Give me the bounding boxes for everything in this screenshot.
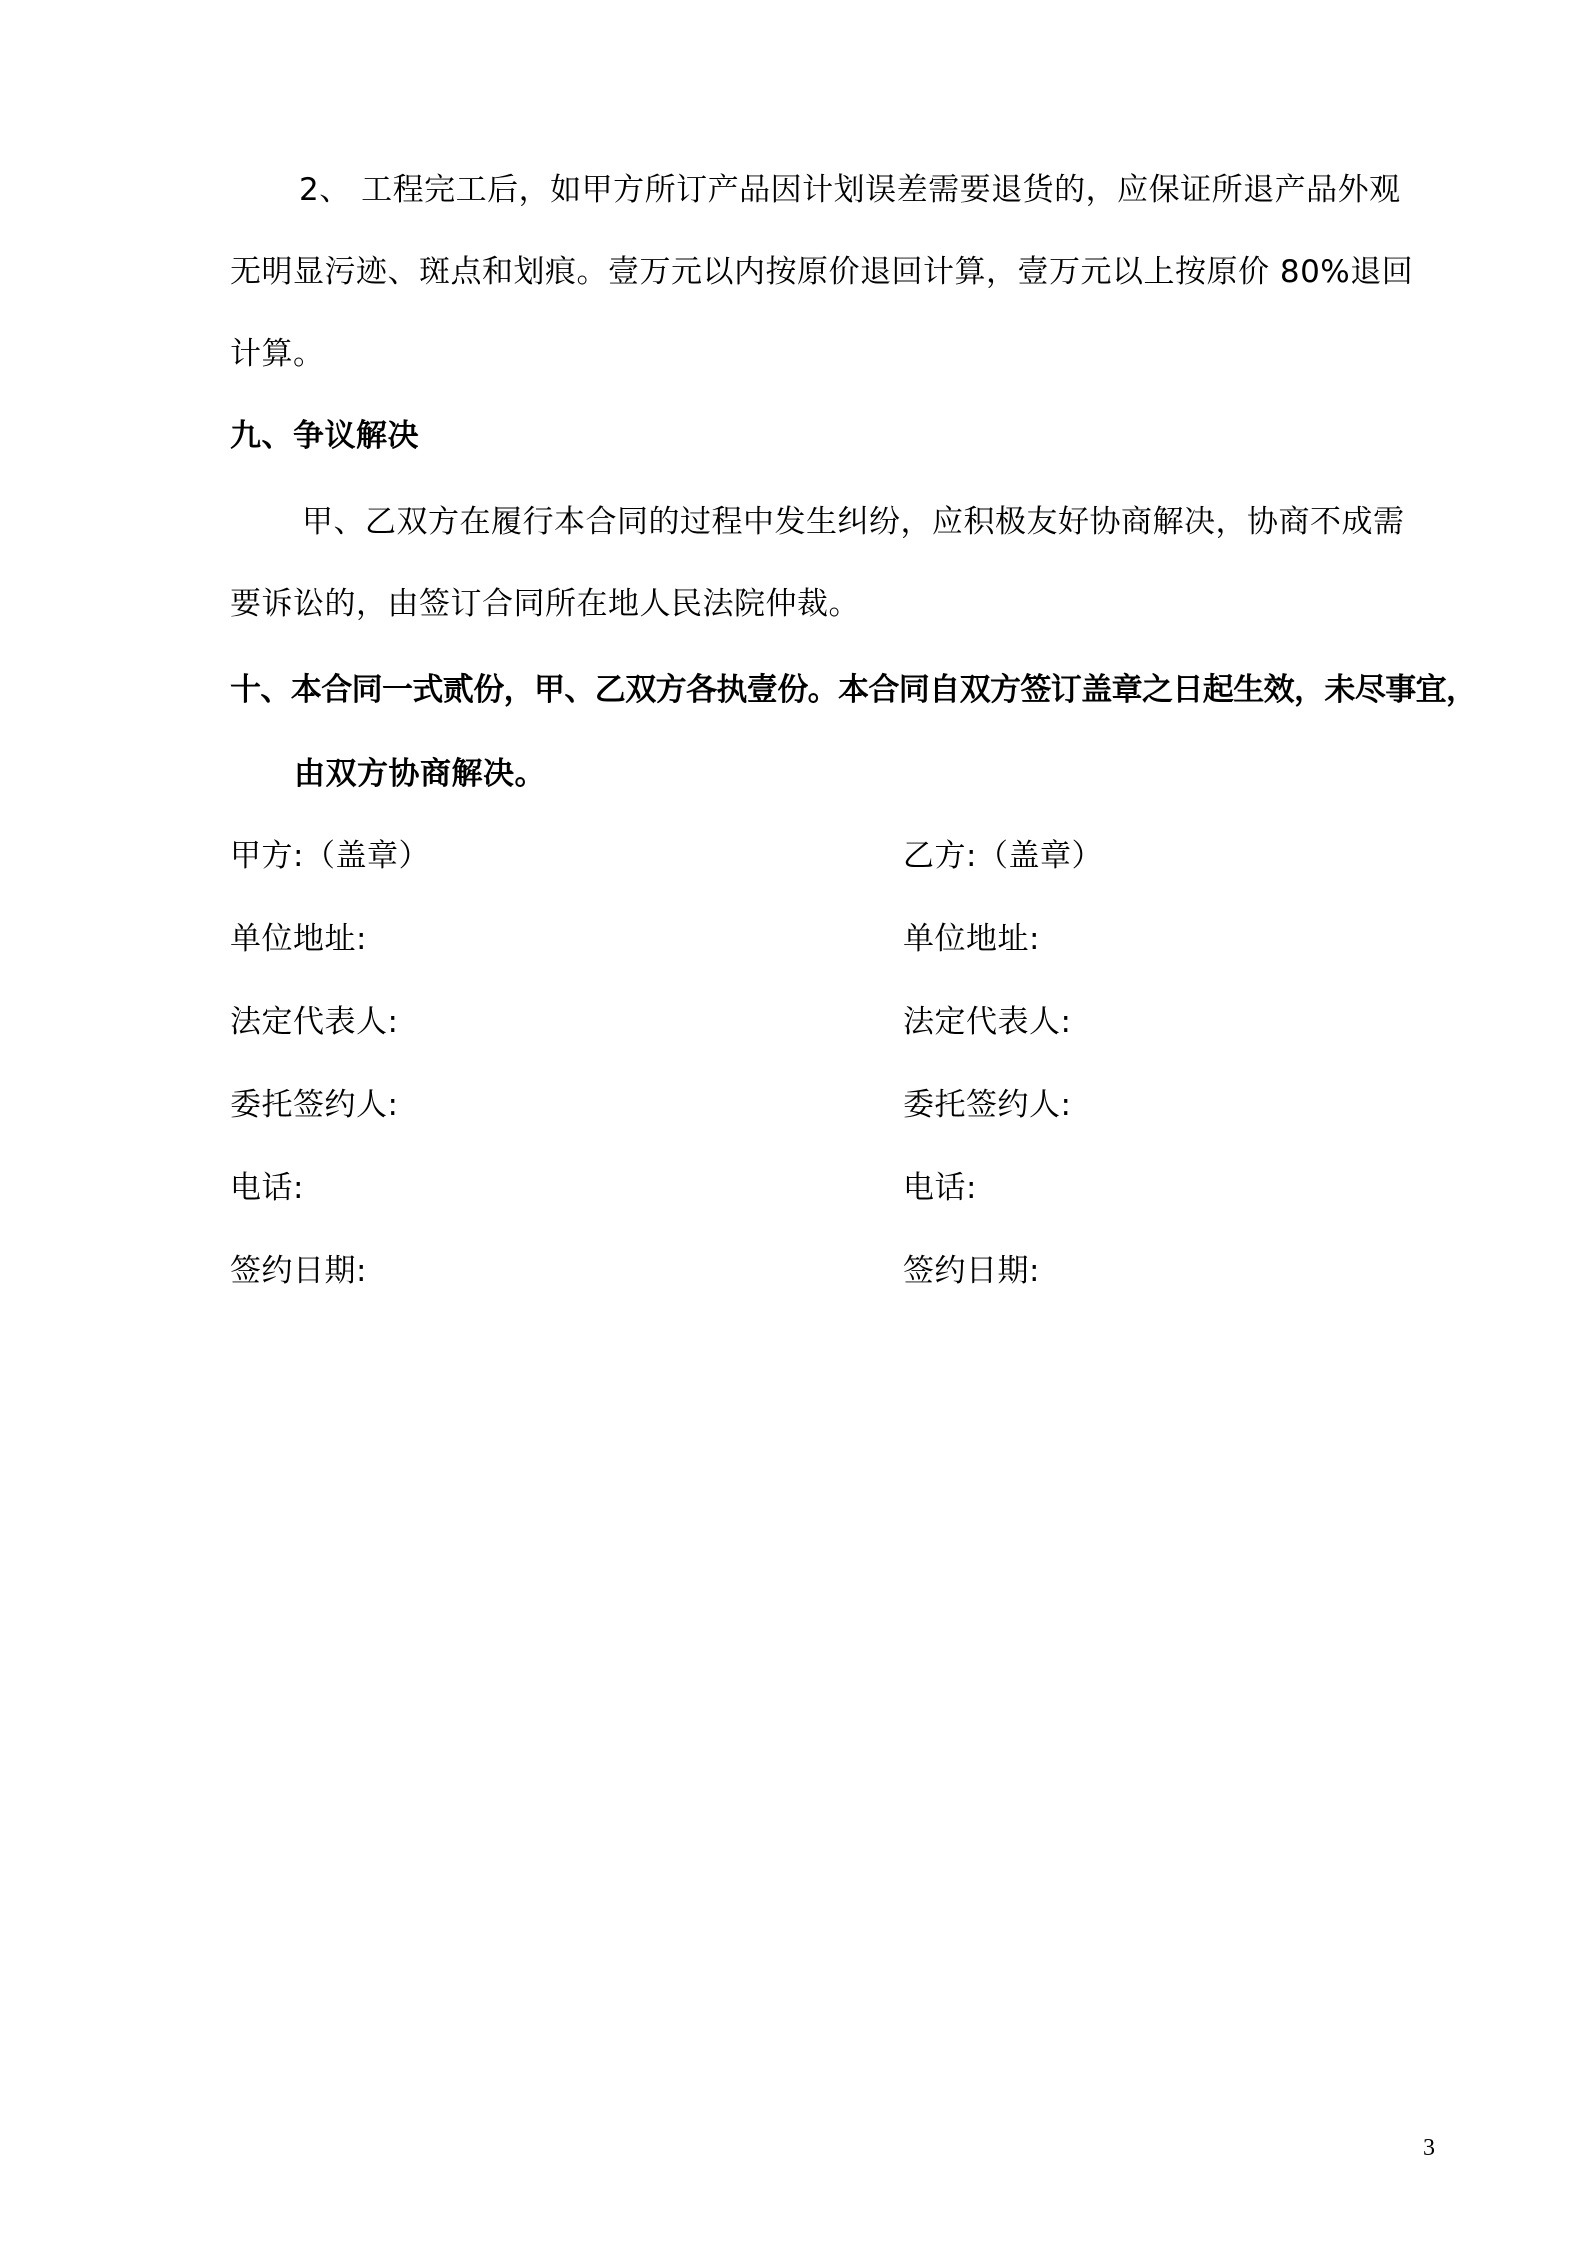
party-a-phone: 电话:	[230, 1170, 304, 1206]
party-b-seal: 乙方:（盖章）	[903, 838, 1103, 874]
party-a-legal-rep: 法定代表人:	[230, 1004, 399, 1040]
page-number: 3	[1423, 2135, 1435, 2161]
clause-2-line-2: 无明显污迹、斑点和划痕。壹万元以内按原价退回计算，壹万元以上按原价 80%退回	[230, 254, 1414, 290]
section-9-heading: 九、争议解决	[230, 418, 419, 454]
party-b-agent: 委托签约人:	[903, 1087, 1072, 1123]
party-a-address: 单位地址:	[230, 921, 367, 957]
party-a-date: 签约日期:	[230, 1253, 367, 1289]
clause-2-line-3: 计算。	[230, 336, 325, 372]
clause-2-line-1: 2、 工程完工后，如甲方所订产品因计划误差需要退货的，应保证所退产品外观	[299, 172, 1401, 208]
party-b-legal-rep: 法定代表人:	[903, 1004, 1072, 1040]
party-a-seal: 甲方:（盖章）	[230, 838, 430, 874]
section-10-line-1: 十、本合同一式贰份，甲、乙双方各执壹份。本合同自双方签订盖章之日起生效，未尽事宜，	[230, 672, 1477, 708]
section-9-line-2: 要诉讼的，由签订合同所在地人民法院仲裁。	[230, 586, 860, 622]
party-b-date: 签约日期:	[903, 1253, 1040, 1289]
party-b-address: 单位地址:	[903, 921, 1040, 957]
party-b-phone: 电话:	[903, 1170, 977, 1206]
section-10-line-2: 由双方协商解决。	[294, 756, 546, 792]
section-9-line-1: 甲、乙双方在履行本合同的过程中发生纠纷，应积极友好协商解决，协商不成需	[302, 504, 1405, 540]
party-a-agent: 委托签约人:	[230, 1087, 399, 1123]
